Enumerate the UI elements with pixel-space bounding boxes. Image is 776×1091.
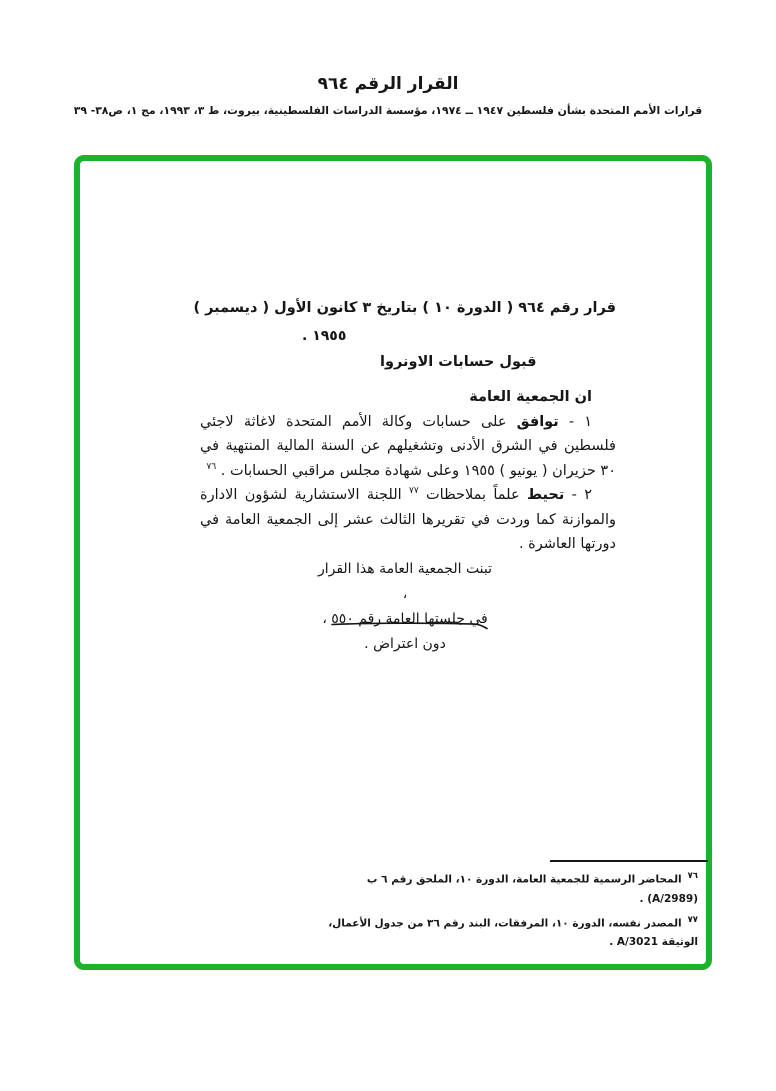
resolution-subtitle: قبول حسابات الاونروا — [380, 354, 537, 370]
clause-1-number: ١ - — [558, 413, 593, 430]
footnotes-block — [326, 867, 698, 954]
hand-drawn-rule — [330, 619, 488, 631]
footnote-ref-77: ٧٧ — [409, 486, 419, 497]
resolution-title-line2: ١٩٥٥ . — [302, 328, 347, 344]
footnote-item-76 — [326, 867, 698, 909]
footnote-76-number: ٧٦ — [687, 871, 698, 881]
clause-1-verb: توافق — [516, 413, 559, 430]
adoption-note — [316, 557, 494, 657]
clause-2-verb: تحيط — [526, 487, 565, 503]
source-citation-line: قرارات الأمم المتحدة بشأن فلسطين ١٩٤٧ ــ ١٩٧٤، مؤسسة الدراسات الفلسطينية، بيروت، ط ٣، ١٩٩٣، مج ١، ص٣٨- ٣٩ — [73, 104, 703, 117]
clause-1-text: على حسابات وكالة الأمم المتحدة لاغاثة لاجئي فلسطين في الشرق الأدنى وتشغيلهم عن السنة المالية المنتهية في ٣٠ حزيران ( يونيو ) ١٩٥٥ وعلى شهادة مجلس مراقبي الحسابات . — [200, 413, 616, 479]
footnote-item-77 — [326, 911, 698, 953]
clause-2 — [200, 483, 616, 557]
adoption-note-line-2: في جلستها العامة رقم ٥٥٠ ، — [322, 611, 488, 627]
resolution-title-line1: قرار رقم ٩٦٤ ( الدورة ١٠ ) بتاريخ ٣ كانون الأول ( ديسمبر ) — [193, 300, 616, 316]
clause-2-number: ٢ - — [564, 487, 593, 503]
footnote-separator — [550, 860, 708, 862]
resolution-body — [200, 385, 616, 557]
adoption-note-line-3: دون اعتراض . — [364, 636, 446, 652]
adoption-note-line-1: تبنت الجمعية العامة هذا القرار ، — [317, 561, 493, 602]
green-annotation-box — [74, 155, 712, 970]
clause-2-text-b: اللجنة الاستشارية لشؤون الادارة والموازنة كما وردت في تقريرها الثالث عشر إلى الجمعية العامة في دورتها العاشرة . — [200, 487, 616, 552]
end-of-text-rule — [330, 616, 488, 635]
footnote-ref-76: ٧٦ — [206, 461, 217, 472]
footnote-77-text: المصدر نفسه، الدورة ١٠، المرفقات، البند رقم ٣٦ من جدول الأعمال، الوثيقة A/3021 . — [328, 917, 698, 948]
footnote-76-text: المحاضر الرسمية للجمعية العامة، الدورة ١٠، الملحق رقم ٦ ب (A/2989) . — [366, 873, 698, 905]
preamble-heading: ان الجمعية العامة — [469, 389, 592, 405]
resolution-header-title: القرار الرقم ٩٦٤ — [317, 74, 459, 94]
clause-1 — [200, 410, 616, 484]
clause-2-text-a: علماً بملاحظات — [418, 487, 527, 503]
footnote-77-number: ٧٧ — [687, 914, 698, 925]
